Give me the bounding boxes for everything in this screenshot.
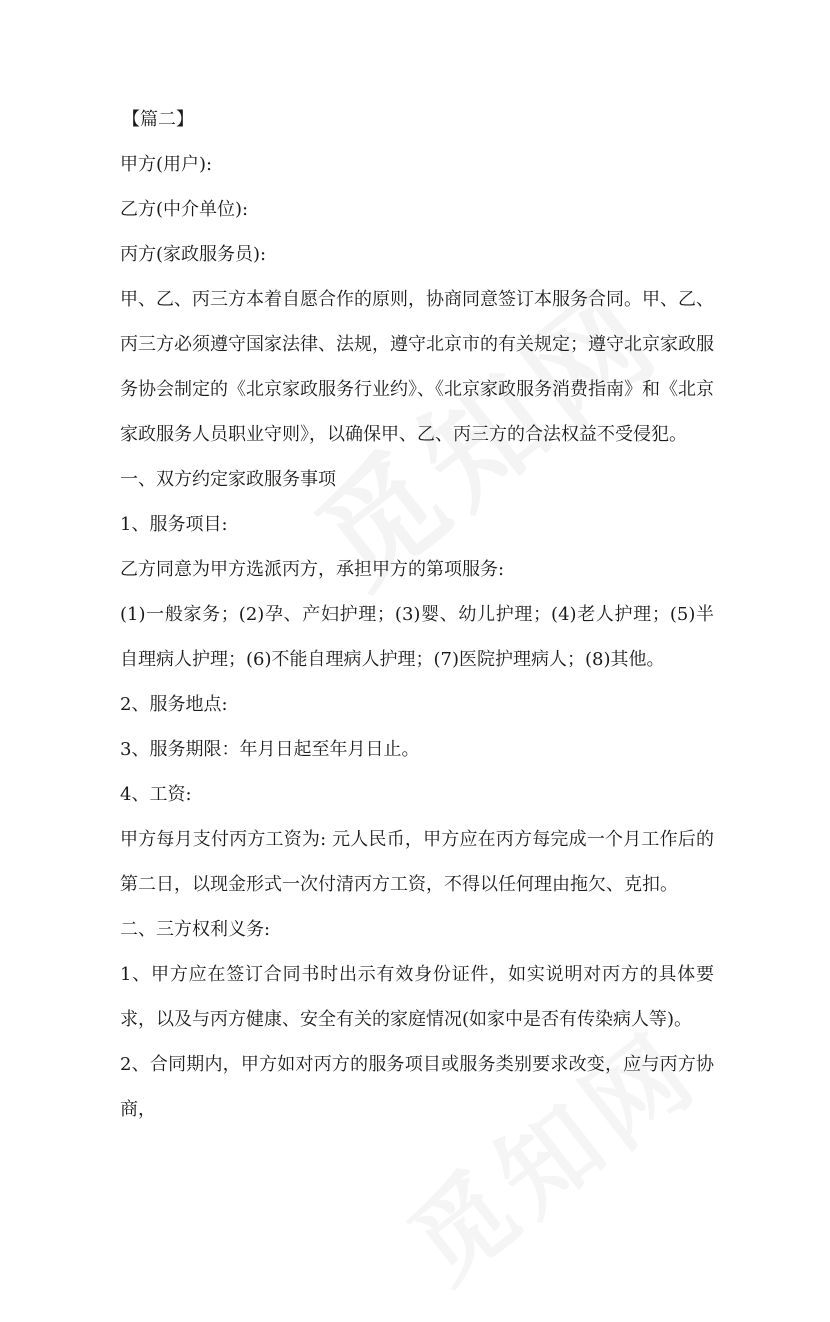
- wage-text: 甲方每月支付丙方工资为: 元人民币，甲方应在丙方每完成一个月工作后的第二日，以现金形式一次付清丙方工资，不得以任何理由拖欠、克扣。: [120, 829, 714, 895]
- party-b-line: 乙方(中介单位):: [120, 199, 249, 220]
- party-c-line: 丙方(家政服务员):: [120, 244, 267, 265]
- service-items-list: (1)一般家务；(2)孕、产妇护理；(3)婴、幼儿护理；(4)老人护理；(5)半自理病人护理；(6)不能自理病人护理；(7)医院护理病人；(8)其他。: [120, 604, 714, 670]
- preamble-paragraph: 甲、乙、丙三方本着自愿合作的原则，协商同意签订本服务合同。甲、乙、丙三方必须遵守国家法律、法规，遵守北京市的有关规定；遵守北京家政服务协会制定的《北京家政服务行业约》、《北京家政服务消费指南》和《北京家政服务人员职业守则》，以确保甲、乙、丙三方的合法权益不受侵犯。: [120, 289, 714, 445]
- service-items-text: 乙方同意为甲方选派丙方，承担甲方的第项服务:: [120, 559, 505, 580]
- service-items-title: 1、服务项目:: [120, 514, 228, 535]
- right-clause-1: 1、甲方应在签订合同书时出示有效身份证件，如实说明对丙方的具体要求，以及与丙方健康、安全有关的家庭情况(如家中是否有传染病人等)。: [120, 964, 714, 1030]
- right-clause-2: 2、合同期内，甲方如对丙方的服务项目或服务类别要求改变，应与丙方协商，: [120, 1054, 714, 1120]
- wage-title: 4、工资:: [120, 784, 192, 805]
- document-body: [120, 108, 714, 1132]
- service-period-title: 3、服务期限：年月日起至年月日止。: [120, 739, 420, 760]
- heading-service-terms: 一、双方约定家政服务事项: [120, 469, 336, 490]
- party-a-line: 甲方(用户):: [120, 154, 213, 175]
- section-title: 【篇二】: [122, 109, 194, 130]
- service-location-title: 2、服务地点:: [120, 694, 228, 715]
- heading-rights-obligations: 二、三方权利义务:: [120, 919, 271, 940]
